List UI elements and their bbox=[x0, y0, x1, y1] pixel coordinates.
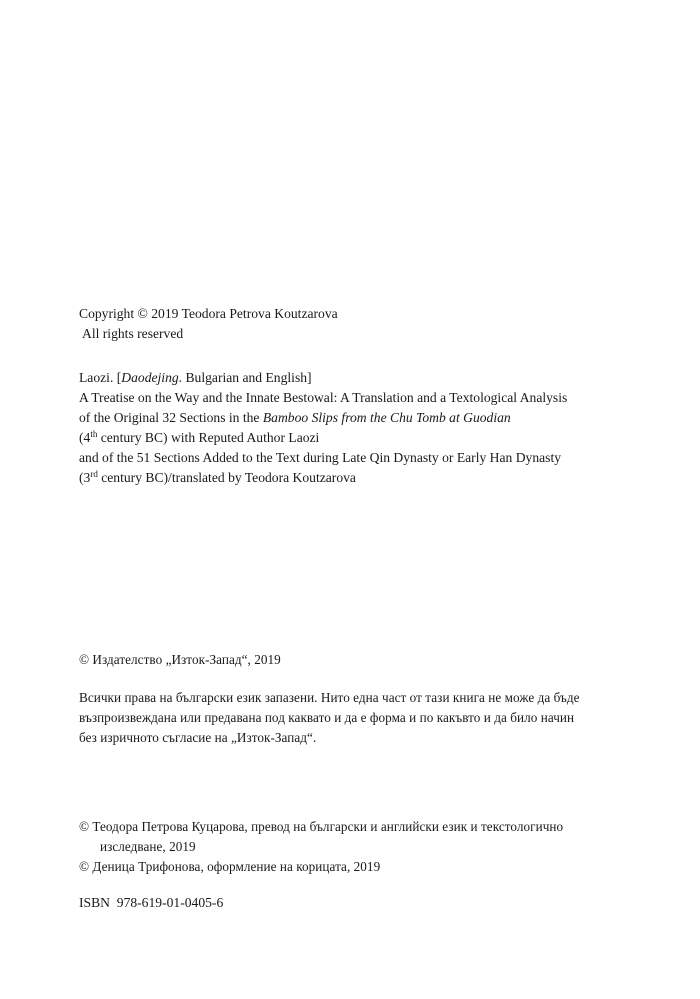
catalog-line-1-title: Daodejing bbox=[121, 370, 179, 385]
catalog-line-2: A Treatise on the Way and the Innate Bestowal: A Translation and a Textological Analysis bbox=[79, 390, 568, 405]
catalog-line-3-start: of the Original 32 Sections in the bbox=[79, 410, 263, 425]
rights-notice bbox=[79, 688, 624, 748]
catalog-line-6 bbox=[79, 468, 624, 488]
rights-line-2: възпроизвеждана или предавана под каквато и да е форма и по какъвто и да било начин bbox=[79, 710, 575, 725]
rights-line-1: Всички права на български език запазени. Нито една част от тази книга не може да бъде bbox=[79, 690, 580, 705]
catalog-line-4-end: century BC) with Reputed Author Laozi bbox=[97, 430, 320, 445]
rights-reserved-line: All rights reserved bbox=[82, 326, 184, 341]
publisher-copyright-line: © Издателство „Изток-Запад“, 2019 bbox=[79, 652, 281, 667]
rights-line-3: без изричното съгласие на „Изток-Запад“. bbox=[79, 730, 317, 745]
catalog-line-4-sup: th bbox=[90, 429, 98, 439]
catalog-line-3 bbox=[79, 408, 624, 428]
catalog-line-1-end: . Bulgarian and English] bbox=[178, 370, 312, 385]
catalog-line-6-sup: rd bbox=[90, 469, 98, 479]
catalog-line-6-start: (3 bbox=[79, 470, 91, 485]
credits bbox=[79, 817, 624, 877]
catalog-line-6-end: century BC)/translated by Teodora Koutzarova bbox=[97, 470, 356, 485]
isbn-line: ISBN 978-619-01-0405-6 bbox=[79, 895, 224, 910]
publisher-copyright bbox=[79, 650, 624, 670]
copyright-notice bbox=[79, 304, 624, 344]
catalog-line-3-title: Bamboo Slips from the Chu Tomb at Guodian bbox=[262, 410, 511, 425]
catalog-line-4-start: (4 bbox=[79, 430, 91, 445]
translator-credit-line-1: © Теодора Петрова Куцарова, превод на български и английски език и текстологично bbox=[79, 819, 564, 834]
catalog-line-4 bbox=[79, 428, 624, 448]
cover-design-credit: © Деница Трифонова, оформление на корицата, 2019 bbox=[79, 859, 381, 874]
copyright-line: Copyright © 2019 Teodora Petrova Koutzarova bbox=[79, 306, 338, 321]
translator-credit-line-2: изследване, 2019 bbox=[100, 839, 196, 854]
catalog-line-1-start: Laozi. [ bbox=[79, 370, 122, 385]
isbn-block bbox=[79, 893, 624, 913]
catalog-line-5: and of the 51 Sections Added to the Text during Late Qin Dynasty or Early Han Dynasty bbox=[79, 450, 562, 465]
catalog-record bbox=[79, 368, 624, 488]
catalog-line-1 bbox=[79, 368, 624, 388]
